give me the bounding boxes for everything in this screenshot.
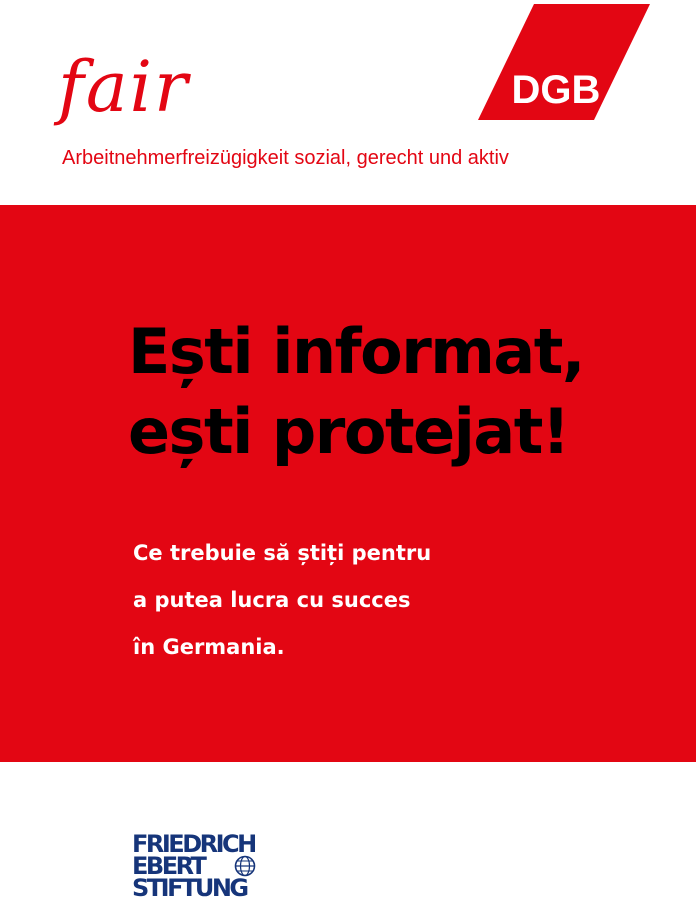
globe-icon: [234, 855, 256, 877]
header: [0, 0, 696, 205]
subtitle: [133, 530, 431, 671]
subtitle-line-1: Ce trebuie să știți pentru: [133, 541, 432, 565]
fes-logo-line-2: EBERT: [132, 852, 205, 880]
headline-line-2: ești protejat!: [128, 395, 569, 468]
headline: [128, 312, 584, 472]
tagline: Arbeitnehmerfreizügigkeit sozial, gerecht und aktiv: [62, 147, 509, 169]
fes-logo-line-3: STIFTUNG: [132, 874, 247, 902]
subtitle-line-2: a putea lucra cu succes: [133, 588, 411, 612]
fair-logo: fair: [58, 46, 190, 128]
subtitle-line-3: în Germania.: [133, 635, 285, 659]
dgb-logo-text: DGB: [511, 68, 601, 112]
headline-line-1: Ești informat,: [128, 315, 584, 388]
red-band: [0, 205, 696, 762]
fes-logo-line-1: FRIEDRICH: [132, 830, 255, 858]
